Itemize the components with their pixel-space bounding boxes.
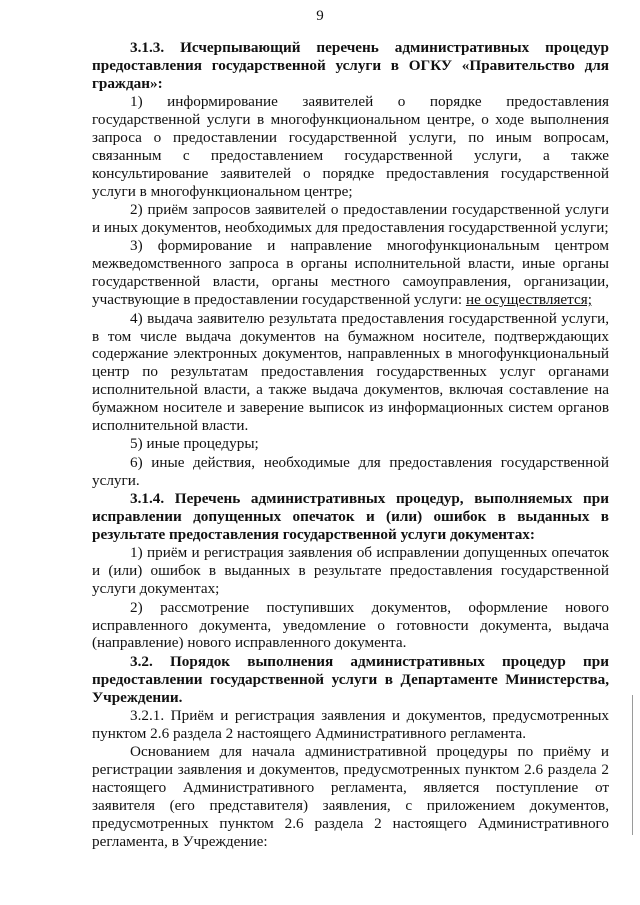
list-item-3-note: не осуществляется; <box>465 291 592 309</box>
page-number: 9 <box>316 8 324 24</box>
list-item-6: 6) иные действия, необходимые для предоставления государственной услуги. <box>92 453 609 489</box>
subsection-3-2-1: 3.2.1. Приём и регистрация заявления и документов, предусмотренных пунктом 2.6 раздела 2 настоящего Административного регламента. <box>92 707 609 742</box>
list-item-3-text: 3) формирование и направление многофункциональным центром межведомственного запроса в органы исполнительной власти, иные органы государственной власти, органы местного самоуправления, организации, участвующие в предоставлении государственной услуги: <box>92 237 609 309</box>
correction-item-1: 1) приём и регистрация заявления об исправлении допущенных опечаток и (или) ошибок в выданных в результате предоставления государственной услуги документах; <box>92 544 609 598</box>
section-heading-3-2: 3.2. Порядок выполнения административных процедур при предоставлении государственной услуги в Департаменте Министерства, Учреждении. <box>92 652 609 706</box>
list-item-3 <box>92 237 609 309</box>
correction-item-2: 2) рассмотрение поступивших документов, оформление нового исправленного документа, уведомление о готовности документа, выдача (направление) нового исправленного документа. <box>92 598 609 652</box>
list-item-4: 4) выдача заявителю результата предоставления государственной услуги, в том числе выдача документов на бумажном носителе, подтверждающих содержание электронных документов, направленных в многофункциональный центр по результатам предоставления государственных услуг органами исполнительной власти, а также выдача документов, включая составление на бумажном носителе и заверение выписок из информационных систем органов исполнительной власти. <box>92 309 609 435</box>
document-body <box>92 39 609 851</box>
scan-edge-mark <box>632 695 633 835</box>
section-heading-3-1-3: 3.1.3. Исчерпывающий перечень административных процедур предоставления государственной услуги в ОГКУ «Правительство для граждан»: <box>92 39 609 92</box>
list-item-5: 5) иные процедуры; <box>130 435 259 453</box>
paragraph-basis: Основанием для начала административной процедуры по приёму и регистрации заявления и документов, предусмотренных пунктом 2.6 раздела 2 настоящего Административного регламента, является поступление от заявителя (его представителя) заявления, с приложением документов, предусмотренных пунктом 2.6 раздела 2 настоящего Административного регламента, в Учреждение: <box>92 743 609 850</box>
list-item-2: 2) приём запросов заявителей о предоставлении государственной услуги и иных документов, необходимых для предоставления государственной услуги; <box>92 201 609 237</box>
section-heading-3-1-4: 3.1.4. Перечень административных процедур, выполняемых при исправлении допущенных опечаток и (или) ошибок в выданных в результате предоставления государственной услуги документах: <box>92 490 609 543</box>
list-item-1: 1) информирование заявителей о порядке предоставления государственной услуги в многофункциональном центре, о ходе выполнения запроса о предоставлении государственной услуги, по иным вопросам, связанным с предоставлением государственной услуги, а также консультирование заявителей о порядке предоставления государственной услуги в многофункциональном центре; <box>92 93 609 200</box>
